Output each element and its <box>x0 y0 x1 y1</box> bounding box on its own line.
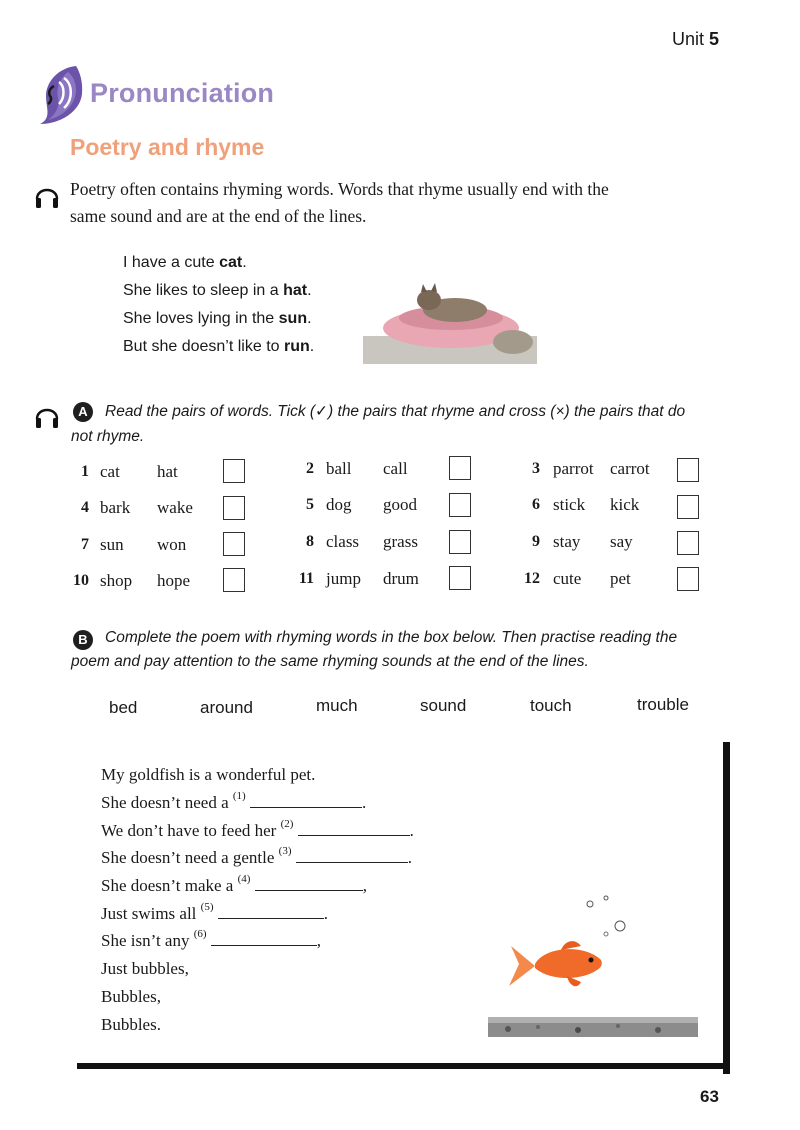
pair-number: 4 <box>81 499 89 516</box>
poem-frame-right-edge <box>723 742 730 1074</box>
pair-word-2: carrot <box>610 459 650 478</box>
pair-word-1: class <box>326 532 360 551</box>
gravel-strip <box>488 1015 698 1037</box>
pair-checkbox[interactable] <box>677 458 699 482</box>
pair-number: 9 <box>532 533 540 550</box>
pair-checkbox[interactable] <box>677 531 699 555</box>
word-box-item: bed <box>109 698 138 717</box>
goldfish-poem-line: She doesn’t need a $^{(1)}$ . <box>101 790 367 812</box>
pair-number: 10 <box>73 572 89 589</box>
pair-checkbox[interactable] <box>223 532 245 556</box>
exercise-b-badge: B <box>73 630 93 650</box>
exercise-a-badge: A <box>73 402 93 422</box>
goldfish-poem-line: She doesn’t need a gentle $^{(3)}$ . <box>101 845 412 867</box>
pair-checkbox[interactable] <box>449 566 471 590</box>
pair-word-2: kick <box>610 495 640 514</box>
example-poem-line: But she doesn’t like to run. <box>123 338 315 355</box>
pair-word-2: hope <box>157 571 191 590</box>
exercise-b-instruction-2: poem and pay attention to the same rhyming sounds at the end of the lines. <box>71 653 589 670</box>
intro-line-1: Poetry often contains rhyming words. Words that rhyme usually end with the <box>70 179 609 199</box>
goldfish-illustration <box>505 928 615 998</box>
pair-word-1: jump <box>326 569 361 588</box>
word-box-item: touch <box>530 696 572 715</box>
answer-blank-2[interactable] <box>298 821 410 836</box>
goldfish-poem-line: Bubbles, <box>101 987 161 1006</box>
blank-number: (4) <box>237 873 251 885</box>
goldfish-poem-line: Just bubbles, <box>101 959 189 978</box>
pronunciation-badge-icon <box>38 64 84 126</box>
pair-word-2: good <box>383 495 417 514</box>
pair-word-1: sun <box>100 535 124 554</box>
section-title: Pronunciation <box>90 78 275 108</box>
example-poem-line: She loves lying in the sun. <box>123 310 312 327</box>
cat-in-bed-photo <box>363 280 537 364</box>
pair-number: 1 <box>81 463 89 480</box>
blank-number: (1) <box>232 790 246 802</box>
pair-word-2: grass <box>383 532 418 551</box>
goldfish-poem-line: Just swims all $^{(5)}$ . <box>101 901 328 923</box>
unit-label <box>672 29 719 50</box>
word-box-item: around <box>200 698 253 717</box>
exercise-a-instruction-2: not rhyme. <box>71 428 145 445</box>
intro-line-2: same sound and are at the end of the lines. <box>70 206 367 226</box>
pair-checkbox[interactable] <box>223 496 245 520</box>
pair-word-2: wake <box>157 498 193 517</box>
pair-word-1: bark <box>100 498 131 517</box>
pair-number: 3 <box>532 460 540 477</box>
answer-blank-5[interactable] <box>218 904 324 919</box>
blank-number: (2) <box>280 818 294 830</box>
pair-number: 12 <box>524 570 540 587</box>
pair-number: 2 <box>306 460 314 477</box>
goldfish-poem-line: She isn’t any $^{(6)}$ , <box>101 928 322 950</box>
headphones-icon <box>34 181 60 211</box>
pair-checkbox[interactable] <box>677 495 699 519</box>
pair-number: 11 <box>298 570 314 587</box>
pair-word-1: stay <box>553 532 581 551</box>
section-subtitle: Poetry and rhyme <box>70 134 265 160</box>
pair-number: 8 <box>306 533 314 550</box>
pair-word-2: call <box>383 459 408 478</box>
answer-blank-3[interactable] <box>296 848 408 863</box>
pair-checkbox[interactable] <box>223 459 245 483</box>
pair-number: 7 <box>81 536 89 553</box>
answer-blank-1[interactable] <box>250 793 362 808</box>
pair-word-2: drum <box>383 569 419 588</box>
pair-number: 6 <box>532 496 540 513</box>
pair-word-1: dog <box>326 495 352 514</box>
pair-word-2: pet <box>610 569 631 588</box>
word-box-item: much <box>316 696 358 715</box>
pair-word-1: parrot <box>553 459 594 478</box>
intro-paragraph <box>70 176 730 230</box>
blank-number: (3) <box>278 845 292 857</box>
pair-word-2: won <box>157 535 187 554</box>
unit-prefix: Unit <box>672 29 705 49</box>
pair-checkbox[interactable] <box>449 530 471 554</box>
answer-blank-4[interactable] <box>255 876 363 891</box>
page-number: 63 <box>700 1087 719 1106</box>
pair-word-2: say <box>610 532 633 551</box>
goldfish-poem-line: My goldfish is a wonderful pet. <box>101 765 316 784</box>
pair-word-2: hat <box>157 462 178 481</box>
unit-number: 5 <box>709 29 720 49</box>
pair-number: 5 <box>306 496 314 513</box>
blank-number: (6) <box>193 928 207 940</box>
headphones-icon <box>34 401 60 431</box>
goldfish-poem-line: Bubbles. <box>101 1015 161 1034</box>
pair-word-1: shop <box>100 571 133 590</box>
poem-frame-bottom-edge <box>77 1063 727 1069</box>
exercise-b-instruction-1: Complete the poem with rhyming words in the box below. Then practise reading the <box>105 629 678 646</box>
goldfish-poem-line: She doesn’t make a $^{(4)}$ , <box>101 873 367 895</box>
pair-word-1: cute <box>553 569 582 588</box>
exercise-a-instruction-1: Read the pairs of words. Tick (✓) the pairs that rhyme and cross (×) the pairs that do <box>105 403 686 420</box>
pair-checkbox[interactable] <box>449 493 471 517</box>
pair-checkbox[interactable] <box>449 456 471 480</box>
pair-word-1: stick <box>553 495 586 514</box>
example-poem-line: I have a cute cat. <box>123 254 247 271</box>
pair-checkbox[interactable] <box>677 567 699 591</box>
pair-checkbox[interactable] <box>223 568 245 592</box>
word-box-item: sound <box>420 696 467 715</box>
pair-word-1: cat <box>100 462 120 481</box>
example-poem-line: She likes to sleep in a hat. <box>123 282 312 299</box>
pair-word-1: ball <box>326 459 352 478</box>
word-box-item: trouble <box>637 695 689 714</box>
blank-number: (5) <box>200 901 214 913</box>
goldfish-poem-line: We don’t have to feed her $^{(2)}$ . <box>101 818 414 840</box>
answer-blank-6[interactable] <box>211 931 317 946</box>
